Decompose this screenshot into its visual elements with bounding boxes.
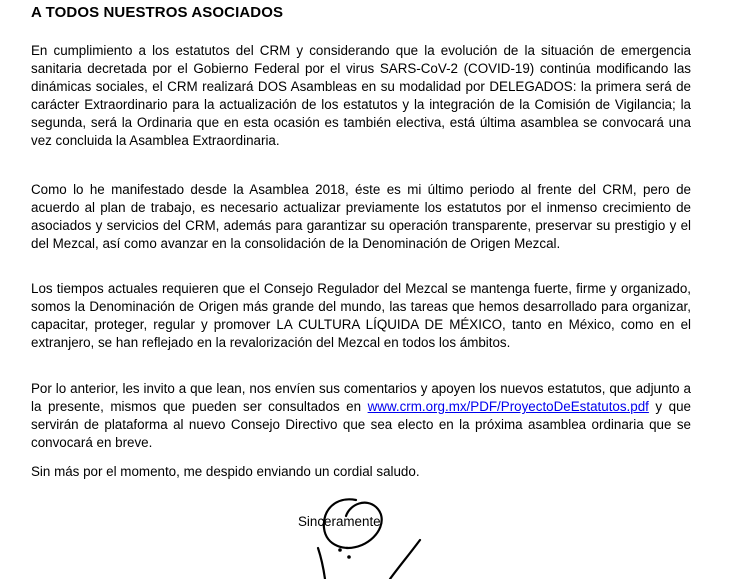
paragraph-last-period: Como lo he manifestado desde la Asamblea 2018, éste es mi último periodo al frente del CRM, pero de acuerdo al plan de trabajo, es necesario actualizar previamente los estatutos por el inmenso crecimiento de asociados y servicios del CRM, además para garantizar su operación transparente, preservar su prestigio y el del Mezcal, así como avanzar en la consolidación de la Denominación de Origen Mezcal. [31, 182, 691, 251]
closing-text: Sinceramente [298, 514, 381, 529]
invitation-text-before-link: Por lo anterior, les invito a que lean, nos envíen sus comentarios y apoyen los nuevos estatutos, que adjunto a la presente, mismos que pueden ser consultados en [31, 381, 691, 414]
letter-heading: A TODOS NUESTROS ASOCIADOS [31, 4, 284, 21]
paragraph-farewell: Sin más por el momento, me despido enviando un cordial saludo. [31, 464, 420, 479]
paragraph-invitation [31, 380, 691, 452]
paragraph-assemblies: En cumplimiento a los estatutos del CRM y considerando que la evolución de la situación de emergencia sanitaria decretada por el Gobierno Federal por el virus SARS-CoV-2 (COVID-19) continúa modificando las dinámicas sociales, el CRM realizará DOS Asambleas en su modalidad por DELEGADOS: la primera será de carácter Extraordinario para la actualización de los estatutos y la integración de la Comisión de Vigilancia; la segunda, será la Ordinaria que en esta ocasión es también electiva, está última asamblea se convocará una vez concluida la Asamblea Extraordinaria. [31, 43, 691, 148]
statutes-pdf-link[interactable]: www.crm.org.mx/PDF/ProyectoDeEstatutos.pdf [367, 399, 649, 414]
invitation-text-after-link: y que servirán de plataforma al nuevo Consejo Directivo que sea electo en la próxima asamblea ordinaria que se convocará en breve. [31, 399, 692, 450]
paragraph-current-times: Los tiempos actuales requieren que el Consejo Regulador del Mezcal se mantenga fuerte, firme y organizado, somos la Denominación de Origen más grande del mundo, las tareas que hemos desarrollado para organizar, capacitar, proteger, regular y promover LA CULTURA LÍQUIDA DE MÉXICO, tanto en México, como en el extranjero, se han reflejado en la revalorización del Mezcal en todos los ámbitos. [31, 281, 691, 350]
